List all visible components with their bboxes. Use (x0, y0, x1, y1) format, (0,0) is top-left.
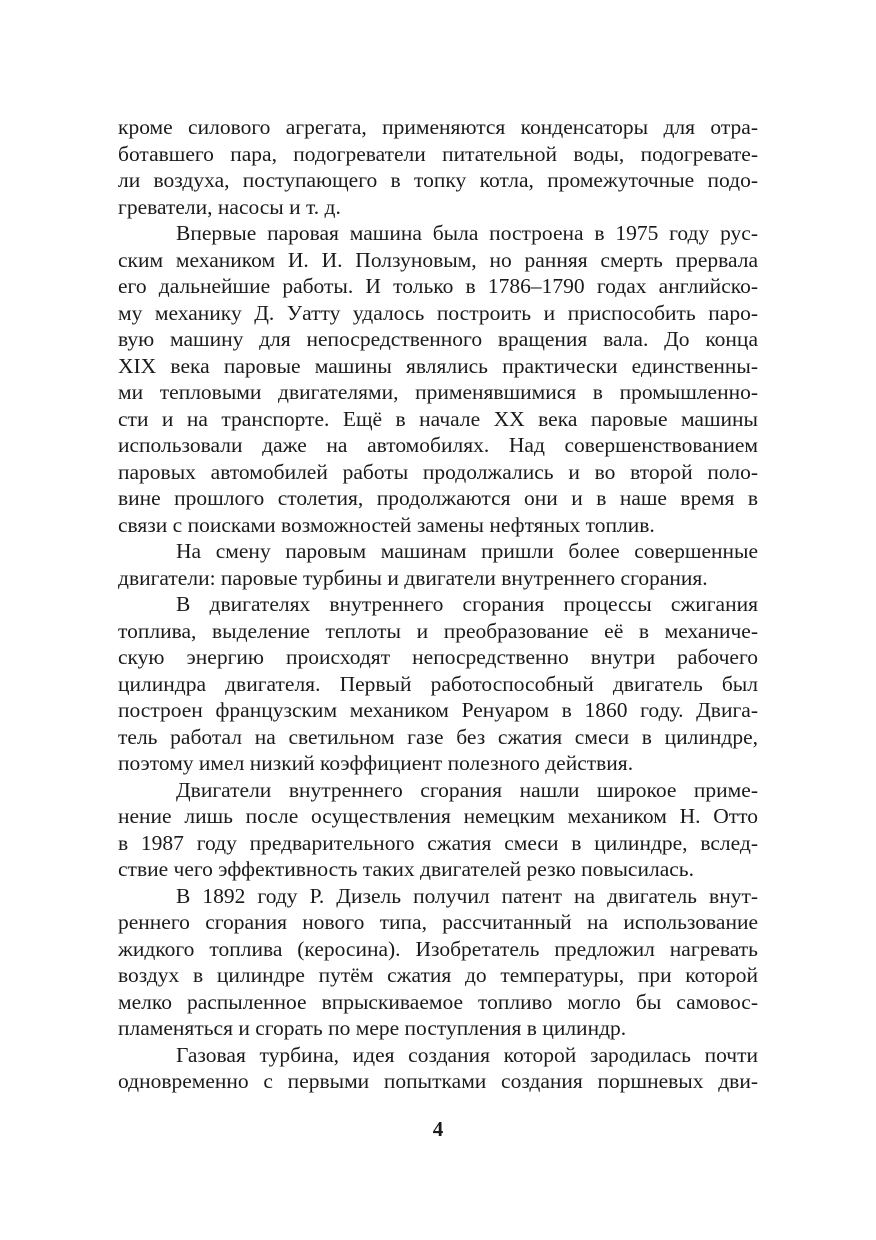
text-line: реннего сгорания нового типа, рассчитанный на использование (118, 910, 758, 934)
text-line: нение лишь после осуществления немецким механиком Н. Отто (118, 804, 758, 828)
text-line: поэтому имел низкий коэффициент полезного действия. (118, 751, 634, 775)
text-line: связи с поисками возможностей замены нефтяных топлив. (118, 512, 655, 537)
text-line: воздух в цилиндре путём сжатия до температуры, при которой (118, 963, 758, 987)
text-line: сти и на транспорте. Ещё в начале XX века паровые машины (118, 406, 758, 431)
text-line: одновременно с первыми попытками создания поршневых дви- (118, 1069, 758, 1093)
text-line: вине прошлого столетия, продолжаются они и в наше время в (118, 486, 758, 510)
paragraph (118, 220, 758, 538)
text-line: XIX века паровые машины являлись практически единственны- (118, 353, 758, 378)
body-text (118, 114, 758, 1095)
text-line: ботавшего пара, подогреватели питательной воды, подогревате- (118, 141, 758, 166)
text-line: Газовая турбина, идея создания которой зародилась почти (176, 1042, 758, 1067)
text-line: ствие чего эффективность таких двигателей резко повысилась. (118, 857, 694, 881)
paragraph (118, 538, 758, 591)
text-line: мелко распыленное впрыскиваемое топливо могло бы самовос- (118, 989, 758, 1014)
text-line: кроме силового агрегата, применяются конденсаторы для отра- (118, 115, 758, 139)
text-line: На смену паровым машинам пришли более совершенные (176, 539, 758, 563)
paragraph (118, 591, 758, 777)
text-line: Впервые паровая машина была построена в 1975 году рус- (176, 221, 758, 245)
text-line: В двигателях внутреннего сгорания процессы сжигания (176, 592, 758, 616)
text-line: использовали даже на автомобилях. Над совершенствованием (118, 433, 758, 457)
text-line: его дальнейшие работы. И только в 1786–1790 годах английско- (118, 274, 758, 298)
text-line: жидкого топлива (керосина). Изобретатель предложил нагревать (118, 936, 758, 961)
text-line: двигатели: паровые турбины и двигатели внутреннего сгорания. (118, 565, 708, 590)
text-line: му механику Д. Уатту удалось построить и приспособить паро- (118, 300, 758, 325)
text-line: вую машину для непосредственного вращения вала. До конца (118, 327, 758, 351)
text-line: тель работал на светильном газе без сжатия смеси в цилиндре, (118, 724, 758, 749)
text-line: топлива, выделение теплоты и преобразование её в механиче- (118, 618, 758, 643)
text-line: ли воздуха, поступающего в топку котла, промежуточные подо- (118, 168, 758, 192)
text-line: скую энергию происходят непосредственно внутри рабочего (118, 645, 758, 669)
text-line: цилиндра двигателя. Первый работоспособный двигатель был (118, 671, 758, 696)
text-line: пламеняться и сгорать по мере поступления в цилиндр. (118, 1016, 627, 1040)
paragraph (118, 883, 758, 1042)
paragraph (118, 1042, 758, 1095)
page-number: 4 (432, 1117, 444, 1141)
text-line: паровых автомобилей работы продолжались и во второй поло- (118, 459, 758, 484)
text-line: ми тепловыми двигателями, применявшимися в промышленно- (118, 380, 758, 404)
text-line: греватели, насосы и т. д. (118, 194, 341, 219)
text-line: в 1987 году предварительного сжатия смеси в цилиндре, вслед- (118, 830, 758, 855)
paragraph (118, 777, 758, 883)
text-line: ским механиком И. И. Ползуновым, но ранняя смерть прервала (118, 247, 758, 272)
text-line: построен французским механиком Ренуаром в 1860 году. Двига- (118, 698, 758, 722)
text-line: Двигатели внутреннего сгорания нашли широкое приме- (176, 777, 758, 802)
text-line: В 1892 году Р. Дизель получил патент на двигатель внут- (176, 883, 758, 908)
paragraph (118, 114, 758, 220)
